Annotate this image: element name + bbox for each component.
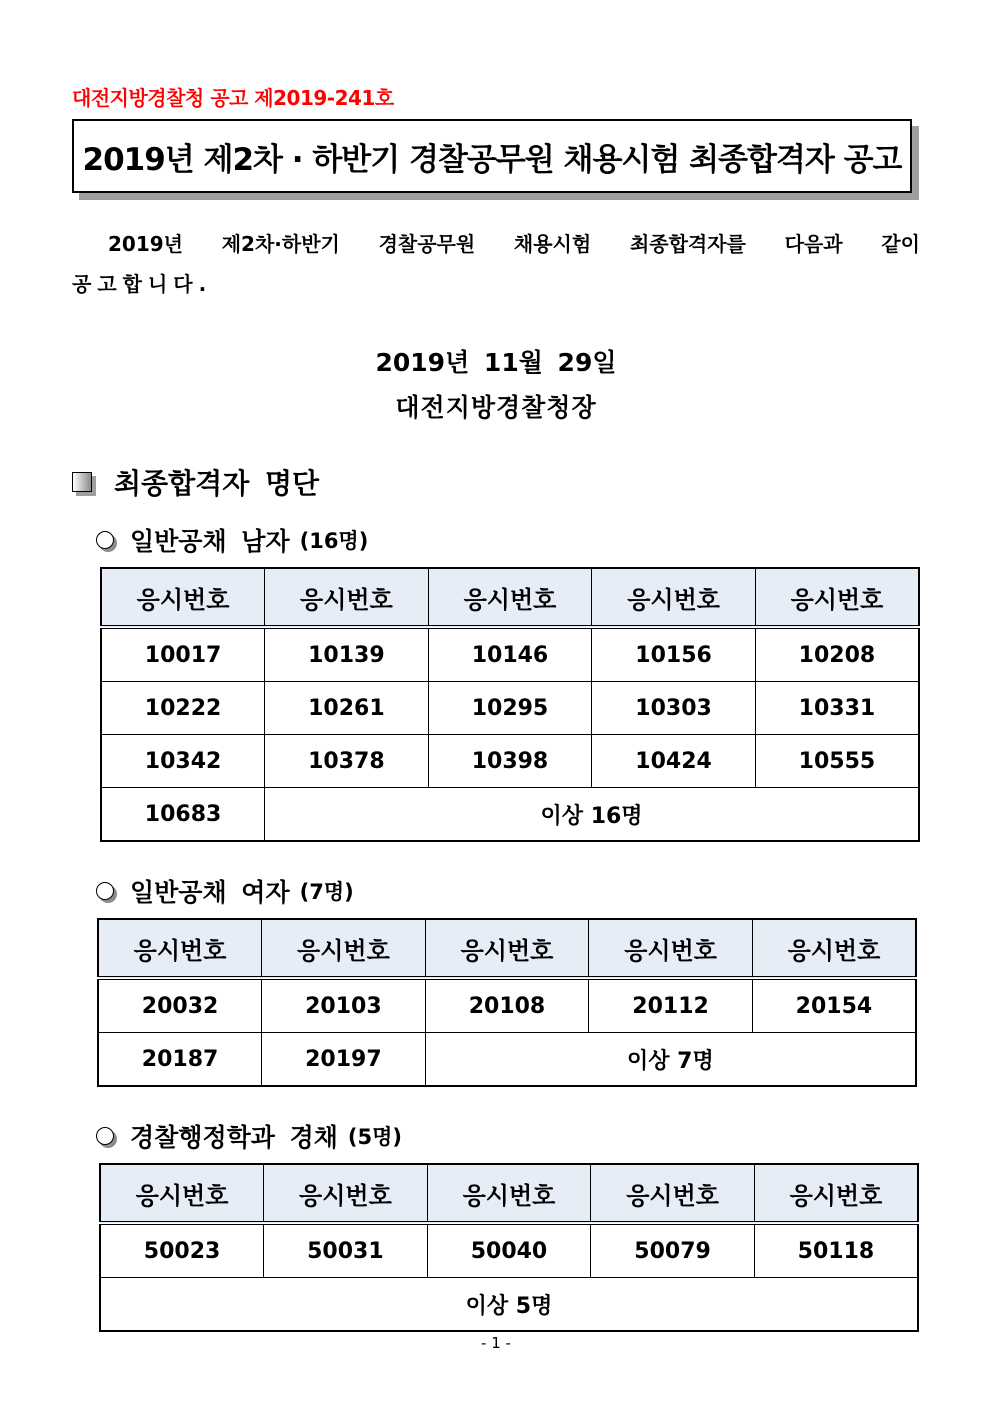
roster-table-female: [97, 918, 917, 1087]
column-header: 응시번호: [591, 1164, 755, 1223]
applicant-number: 20154: [752, 978, 916, 1033]
group-count: (5명): [347, 1125, 402, 1149]
group-count: (7명): [299, 880, 354, 904]
applicant-number: 50023: [100, 1223, 264, 1278]
applicant-number: 10398: [428, 735, 592, 788]
intro-word: 같이: [881, 232, 920, 256]
column-header: 응시번호: [425, 919, 589, 978]
table-row-last: [98, 1033, 916, 1087]
applicant-number: 10424: [592, 735, 756, 788]
applicant-number: 20103: [262, 978, 426, 1033]
applicant-number: 10378: [265, 735, 429, 788]
applicant-number: 10555: [755, 735, 919, 788]
table-row: [98, 978, 916, 1033]
column-header: 응시번호: [100, 1164, 264, 1223]
group-label: 일반공채 여자: [130, 878, 290, 907]
applicant-number: 20032: [98, 978, 262, 1033]
applicant-number: 10683: [101, 788, 265, 842]
applicant-number: 10295: [428, 682, 592, 735]
column-header: 응시번호: [101, 568, 265, 627]
applicant-number: 50118: [754, 1223, 918, 1278]
intro-word: 제2차·하반기: [221, 232, 340, 256]
intro-word: 2019년: [108, 232, 183, 256]
section-heading: [72, 462, 319, 502]
table-row: [101, 735, 919, 788]
page-number: - 1 -: [481, 1334, 511, 1352]
title-box: [72, 119, 912, 193]
applicant-number: 20112: [589, 978, 753, 1033]
applicant-number: 10331: [755, 682, 919, 735]
circle-bullet-icon: [96, 531, 114, 549]
applicant-number: 10017: [101, 627, 265, 682]
intro-line-1: [72, 224, 920, 264]
applicant-number: 20197: [262, 1033, 426, 1087]
section-title: 최종합격자 명단: [114, 467, 320, 500]
group-label: 경찰행정학과 경채: [130, 1123, 338, 1152]
applicant-number: 50079: [591, 1223, 755, 1278]
notice-number: 대전지방경찰청 공고 제2019-241호: [72, 86, 394, 110]
square-bullet-icon: [72, 472, 92, 492]
applicant-number: 10222: [101, 682, 265, 735]
circle-bullet-icon: [96, 1127, 114, 1145]
group-total: 이상 5명: [100, 1278, 918, 1332]
applicant-number: 10146: [428, 627, 592, 682]
applicant-number: 50031: [264, 1223, 428, 1278]
applicant-number: 50040: [427, 1223, 591, 1278]
column-header: 응시번호: [98, 919, 262, 978]
intro-word: 경찰공무원: [378, 232, 476, 256]
applicant-number: 10261: [265, 682, 429, 735]
group-heading-police-admin: [96, 1118, 402, 1154]
table-row-last: [100, 1278, 918, 1332]
group-label: 일반공채 남자: [130, 527, 290, 556]
applicant-number: 10208: [755, 627, 919, 682]
group-heading-male: [96, 522, 368, 558]
page-title: 2019년 제2차 · 하반기 경찰공무원 채용시험 최종합격자 공고: [82, 141, 902, 178]
applicant-number: 10342: [101, 735, 265, 788]
table-row: [100, 1223, 918, 1278]
column-header: 응시번호: [427, 1164, 591, 1223]
applicant-number: 10139: [265, 627, 429, 682]
roster-table-police-admin: [99, 1163, 919, 1332]
group-count: (16명): [299, 529, 369, 553]
intro-line-2: 공고합니다.: [72, 272, 213, 296]
issuing-authority: 대전지방경찰청장: [395, 393, 597, 422]
column-header: 응시번호: [752, 919, 916, 978]
column-header: 응시번호: [265, 568, 429, 627]
group-heading-female: [96, 873, 354, 909]
intro-word: 채용시험: [513, 232, 592, 256]
table-row-last: [101, 788, 919, 842]
applicant-number: 20108: [425, 978, 589, 1033]
applicant-number: 20187: [98, 1033, 262, 1087]
intro-word: 최종합격자를: [629, 232, 746, 256]
column-header: 응시번호: [755, 568, 919, 627]
intro-paragraph: [72, 224, 920, 304]
applicant-number: 10303: [592, 682, 756, 735]
roster-table-male: [100, 567, 920, 842]
table-row: [101, 627, 919, 682]
column-header: 응시번호: [754, 1164, 918, 1223]
intro-word: 다음과: [784, 232, 843, 256]
group-total: 이상 7명: [425, 1033, 916, 1087]
notice-date: 2019년 11월 29일: [375, 348, 617, 377]
table-row: [101, 682, 919, 735]
column-header: 응시번호: [592, 568, 756, 627]
table-header-row: [100, 1164, 918, 1223]
column-header: 응시번호: [262, 919, 426, 978]
column-header: 응시번호: [264, 1164, 428, 1223]
column-header: 응시번호: [589, 919, 753, 978]
group-total: 이상 16명: [265, 788, 919, 842]
table-header-row: [101, 568, 919, 627]
applicant-number: 10156: [592, 627, 756, 682]
table-header-row: [98, 919, 916, 978]
circle-bullet-icon: [96, 882, 114, 900]
column-header: 응시번호: [428, 568, 592, 627]
